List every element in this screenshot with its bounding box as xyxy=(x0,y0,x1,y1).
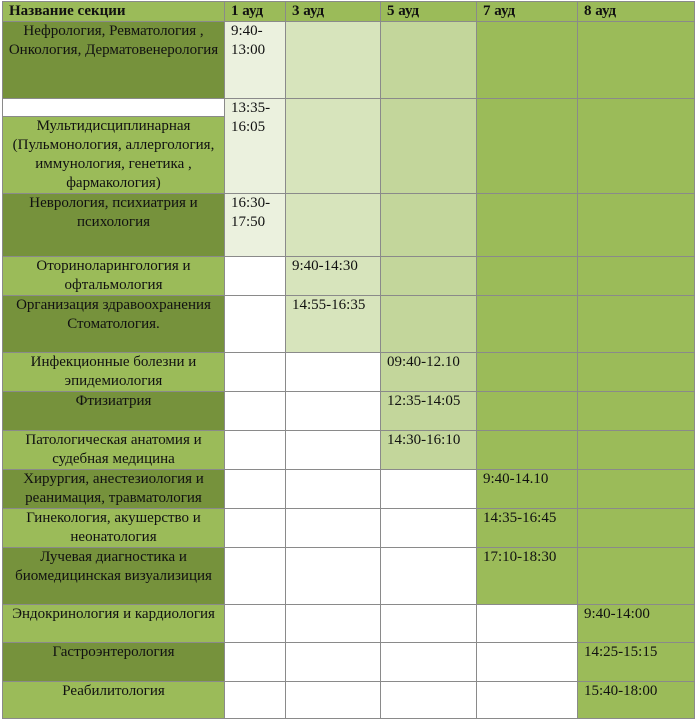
table-row xyxy=(3,605,695,643)
empty-cell xyxy=(578,548,695,605)
empty-cell xyxy=(225,509,286,548)
empty-cell xyxy=(578,470,695,509)
empty-cell xyxy=(225,392,286,431)
empty-cell xyxy=(477,194,578,257)
section-name: Реабилитология xyxy=(3,682,225,719)
empty-cell xyxy=(286,431,381,470)
empty-cell xyxy=(286,509,381,548)
empty-cell xyxy=(477,99,578,194)
section-name: Неврология, психиатрия и психология xyxy=(3,194,225,257)
empty-cell xyxy=(477,392,578,431)
empty-cell xyxy=(381,509,477,548)
header-room-8: 8 ауд xyxy=(578,2,695,22)
section-name: Инфекционные болезни и эпидемиология xyxy=(3,353,225,392)
empty-cell xyxy=(225,296,286,353)
empty-cell xyxy=(381,99,477,194)
section-name: Гастроэнтерология xyxy=(3,643,225,682)
table-row xyxy=(3,509,695,548)
empty-cell xyxy=(286,22,381,99)
section-name: Патологическая анатомия и судебная медицина xyxy=(3,431,225,470)
table-row xyxy=(3,431,695,470)
empty-cell xyxy=(477,643,578,682)
empty-cell xyxy=(381,470,477,509)
session-time: 14:55-16:35 xyxy=(286,296,381,353)
empty-cell xyxy=(286,643,381,682)
empty-cell xyxy=(225,257,286,296)
empty-cell xyxy=(578,431,695,470)
table-row xyxy=(3,682,695,719)
session-time: 15:40-18:00 xyxy=(578,682,695,719)
section-name: Оториноларингология и офтальмология xyxy=(3,257,225,296)
table-row xyxy=(3,353,695,392)
session-time: 9:40-13:00 xyxy=(225,22,286,99)
session-time: 12:35-14:05 xyxy=(381,392,477,431)
section-name: Организация здравоохранения Стоматология. xyxy=(3,296,225,353)
empty-cell xyxy=(477,431,578,470)
session-time: 17:10-18:30 xyxy=(477,548,578,605)
session-time: 13:35-16:05 xyxy=(225,99,286,194)
header-room-5: 5 ауд xyxy=(381,2,477,22)
table-row xyxy=(3,470,695,509)
table-row xyxy=(3,643,695,682)
empty-cell xyxy=(286,470,381,509)
empty-cell xyxy=(381,605,477,643)
empty-cell xyxy=(381,296,477,353)
empty-cell xyxy=(477,605,578,643)
session-time: 16:30-17:50 xyxy=(225,194,286,257)
empty-cell xyxy=(286,99,381,194)
header-room-1: 1 ауд xyxy=(225,2,286,22)
session-time: 14:25-15:15 xyxy=(578,643,695,682)
empty-cell xyxy=(477,296,578,353)
empty-cell xyxy=(381,643,477,682)
section-name: Мультидисциплинарная (Пульмонология, аллергология, иммунология, генетика , фармакология) xyxy=(12,118,215,191)
empty-cell xyxy=(578,22,695,99)
empty-cell xyxy=(578,296,695,353)
session-time: 14:30-16:10 xyxy=(381,431,477,470)
empty-cell xyxy=(477,22,578,99)
table-row xyxy=(3,392,695,431)
table-row xyxy=(3,99,695,194)
table-row xyxy=(3,548,695,605)
empty-cell xyxy=(381,257,477,296)
empty-cell xyxy=(225,605,286,643)
empty-cell xyxy=(477,257,578,296)
empty-cell xyxy=(578,392,695,431)
header-row xyxy=(3,2,695,22)
empty-cell xyxy=(286,194,381,257)
empty-cell xyxy=(578,99,695,194)
empty-cell xyxy=(578,257,695,296)
empty-cell xyxy=(286,353,381,392)
section-name: Фтизиатрия xyxy=(3,392,225,431)
empty-cell xyxy=(225,431,286,470)
empty-cell xyxy=(286,392,381,431)
session-time: 9:40-14:30 xyxy=(286,257,381,296)
empty-cell xyxy=(578,509,695,548)
empty-cell xyxy=(286,548,381,605)
empty-cell xyxy=(286,682,381,719)
empty-cell xyxy=(477,353,578,392)
empty-cell xyxy=(381,22,477,99)
blank-band xyxy=(3,99,224,117)
empty-cell xyxy=(225,643,286,682)
section-cell xyxy=(3,99,225,194)
empty-cell xyxy=(381,548,477,605)
section-name: Хирургия, анестезиология и реанимация, травматология xyxy=(3,470,225,509)
header-section: Название секции xyxy=(3,2,225,22)
empty-cell xyxy=(286,605,381,643)
empty-cell xyxy=(381,682,477,719)
session-time: 9:40-14:00 xyxy=(578,605,695,643)
empty-cell xyxy=(477,682,578,719)
table-row xyxy=(3,257,695,296)
empty-cell xyxy=(578,194,695,257)
empty-cell xyxy=(578,353,695,392)
session-time: 14:35-16:45 xyxy=(477,509,578,548)
empty-cell xyxy=(225,548,286,605)
empty-cell xyxy=(381,194,477,257)
section-name: Гинекология, акушерство и неонатология xyxy=(3,509,225,548)
table-row xyxy=(3,194,695,257)
session-time: 9:40-14.10 xyxy=(477,470,578,509)
empty-cell xyxy=(225,682,286,719)
header-room-3: 3 ауд xyxy=(286,2,381,22)
section-name: Лучевая диагностика и биомедицинская визуализиция xyxy=(3,548,225,605)
empty-cell xyxy=(225,470,286,509)
section-name: Эндокринология и кардиология xyxy=(3,605,225,643)
table-row xyxy=(3,22,695,99)
header-room-7: 7 ауд xyxy=(477,2,578,22)
session-time: 09:40-12.10 xyxy=(381,353,477,392)
table-row xyxy=(3,296,695,353)
empty-cell xyxy=(225,353,286,392)
section-name: Нефрология, Ревматология , Онкология, Дерматовенерология xyxy=(3,22,225,99)
schedule-table xyxy=(2,1,695,719)
